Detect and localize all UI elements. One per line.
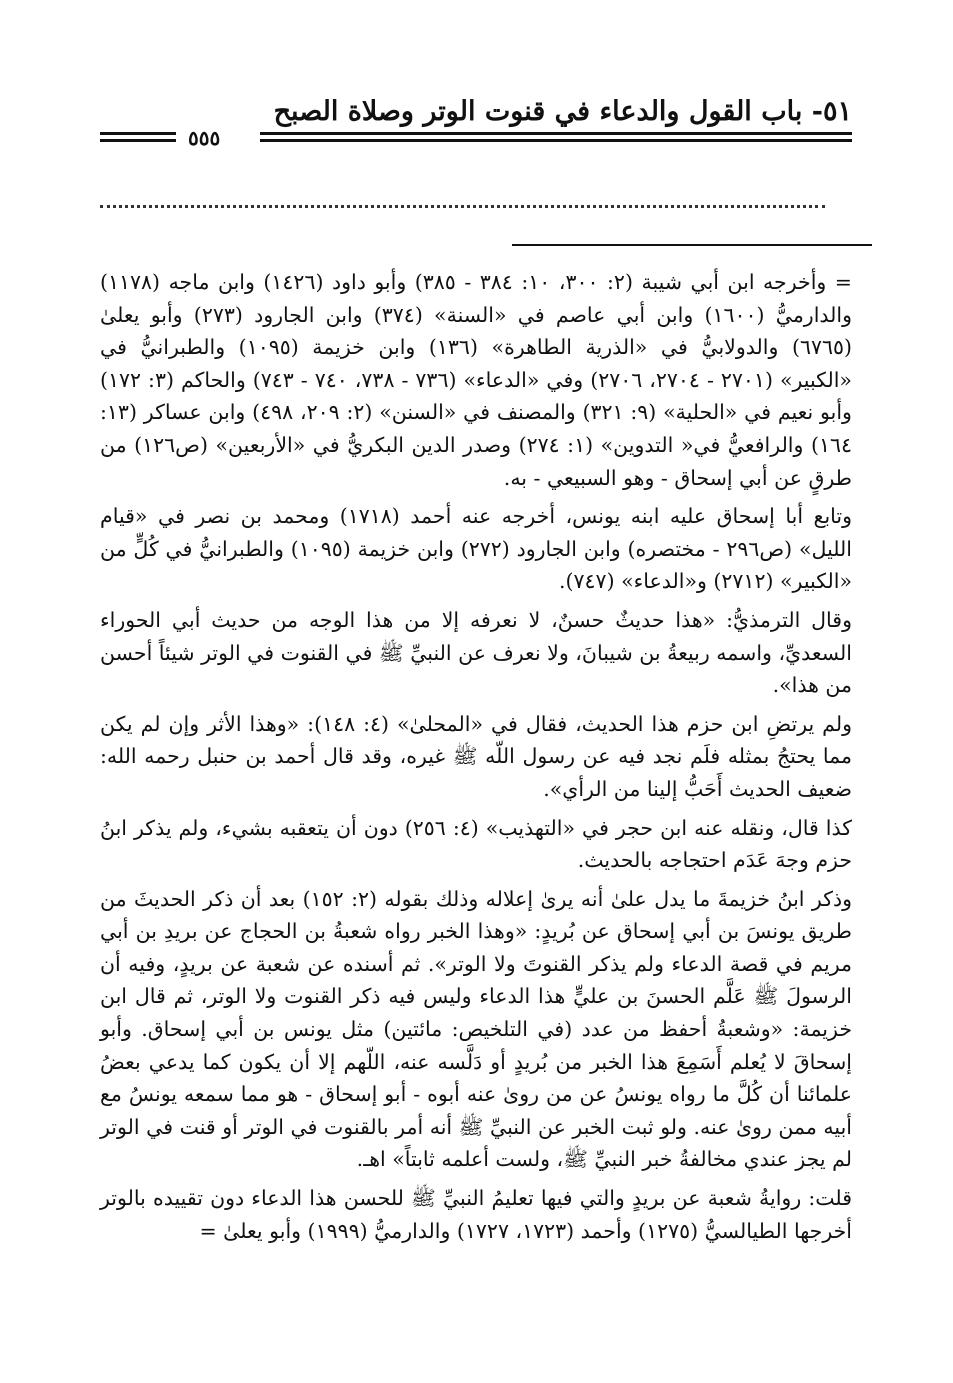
header-rule-left-top xyxy=(100,132,176,135)
paragraph: = وأخرجه ابن أبي شيبة (٢: ٣٠٠، ١٠: ٣٨٤ - ٣٨٥) وأبو داود (١٤٢٦) وابن ماجه (١١٧٨) والدارميُّ (١٦٠٠) وابن أبي عاصم في «السنة» (٣٧٤) وابن الجارود (٢٧٣) وأبو يعلىٰ (٦٧٦٥) والدولابيُّ في «الذرية الطاهرة» (١٣٦) وابن خزيمة (١٠٩٥) والطبرانيُّ في «الكبير» (٢٧٠١ - ٢٧٠٤، ٢٧٠٦) وفي «الدعاء» (٧٣٦ - ٧٣٨، ٧٤٠ - ٧٤٣) والحاكم (٣: ١٧٢) وأبو نعيم في «الحلية» (٩: ٣٢١) والمصنف في «السنن» (٢: ٢٠٩، ٤٩٨) وابن عساكر (١٣: ١٦٤) والرافعيُّ في« التدوين» (١: ٢٧٤) وصدر الدين البكريُّ في «الأربعين» (ص١٢٦) من طرقٍ عن أبي إسحاق - وهو السبيعي - به. xyxy=(100,270,853,490)
page-number: ٥٥٥ xyxy=(188,126,221,150)
footnote-body xyxy=(100,266,852,1253)
paragraph: قلت: روايةُ شعبة عن بريدٍ والتي فيها تعليمُ النبيِّ ﷺ للحسن هذا الدعاء دون تقييده بالوتر أخرجها الطيالسيُّ (١٢٧٥) وأحمد (١٧٢٣، ١٧٢٧) والدارميُّ (١٩٩٩) وأبو يعلىٰ = xyxy=(100,1186,852,1243)
paragraph: كذا قال، ونقله عنه ابن حجر في «التهذيب» (٤: ٢٥٦) دون أن يتعقبه بشيء، ولم يذكر ابنُ حزم وجهَ عَدَم احتجاجه بالحديث. xyxy=(100,815,852,873)
chapter-title: ٥١- باب القول والدعاء في قنوت الوتر وصلاة الصبح xyxy=(273,96,852,127)
header-rule-left-bottom xyxy=(100,139,176,142)
page-header xyxy=(100,96,852,156)
dotted-separator xyxy=(100,205,825,208)
header-rule-right-top xyxy=(260,132,852,135)
header-rule-right-bottom xyxy=(260,139,852,142)
footnote-rule xyxy=(512,244,872,246)
paragraph: وقال الترمذيُّ: «هذا حديثٌ حسنٌ، لا نعرفه إلا من هذا الوجه من حديث أبي الحوراء السعديِّ، واسمه ربيعةُ بن شيبانَ، ولا نعرف عن النبيِّ ﷺ في القنوت في الوتر شيئاً أحسن من هذا». xyxy=(100,607,852,698)
paragraph: وتابع أبا إسحاق عليه ابنه يونس، أخرجه عنه أحمد (١٧١٨) ومحمد بن نصر في «قيام الليل» (ص٢٩٦ - مختصره) وابن الجارود (٢٧٢) وابن خزيمة (١٠٩٥) والطبرانيُّ في كُلٍّ من «الكبير» (٢٧١٢) و«الدعاء» (٧٤٧). xyxy=(100,504,852,594)
paragraph: وذكر ابنُ خزيمةَ ما يدل علىٰ أنه يرىٰ إعلاله وذلك بقوله (٢: ١٥٢) بعد أن ذكر الحديثَ من طريق يونسَ بن أبي إسحاق عن بُريدٍ: «وهذا الخبر رواه شعبةُ بن الحجاج عن بريدِ بن أبي مريم في قصة الدعاء ولم يذكر القنوتَ ولا الوتر». ثم أسنده عن شعبة عن بريدٍ، وفيه أن الرسولَ ﷺ عَلَّم الحسنَ بن عليٍّ هذا الدعاء وليس فيه ذكر القنوت ولا الوتر، ثم قال ابن خزيمة: «وشعبةُ أحفظ من عدد (في التلخيص: مائتين) مثل يونس بن أبي إسحاق. وأبو إسحاقَ لا يُعلم أَسَمِعَ هذا الخبر من بُريدٍ أو دَلَّسه عنه، اللّهم إلا أن يكون كما يدعي بعضُ علمائنا أن كُلَّ ما رواه يونسُ عن من روىٰ عنه أبوه - أبو إسحاق - هو مما سمعه يونسُ مع أبيه ممن روىٰ عنه. ولو ثبت الخبر عن النبيِّ ﷺ أنه أمر بالقنوت في الوتر أو قنت في الوتر لم يجز عندي مخالفةُ خبر النبيِّ ﷺ، ولست أعلمه ثابتاً» اهـ. xyxy=(100,886,852,1172)
paragraph: ولم يرتضِ ابن حزم هذا الحديث، فقال في «المحلىٰ» (٤: ١٤٨): «وهذا الأثر وإن لم يكن مما يحتجُ بمثله فلَم نجد فيه عن رسول اللّه ﷺ غيره، وقد قال أحمد بن حنبل رحمه الله: ضعيف الحديث أَحَبُّ إلينا من الرأي». xyxy=(100,711,852,801)
